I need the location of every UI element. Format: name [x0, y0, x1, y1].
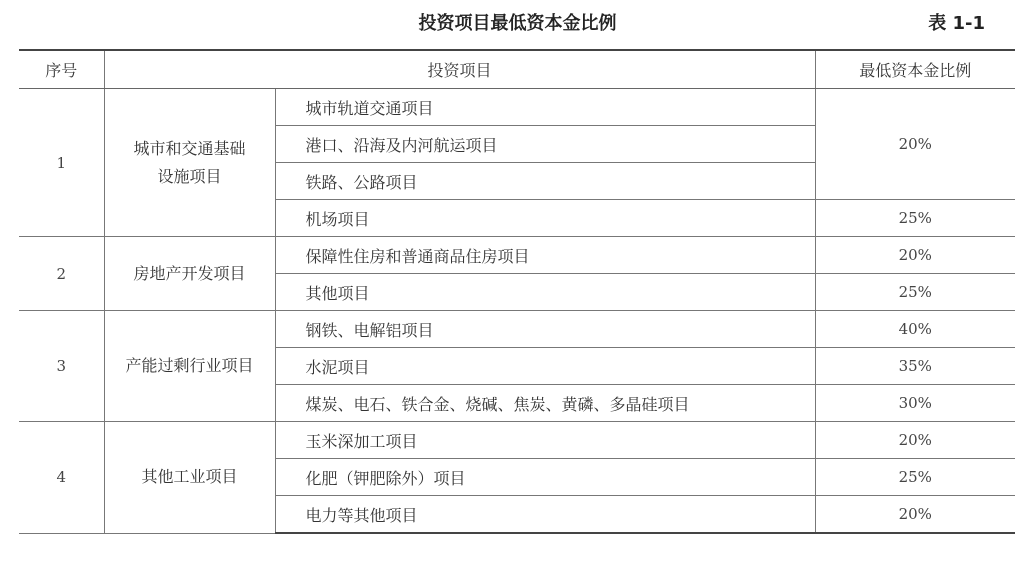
ratio-cell: 25% — [815, 459, 1015, 496]
ratio-cell: 20% — [815, 89, 1015, 200]
category-cell: 产能过剩行业项目 — [104, 311, 275, 422]
seq-cell: 3 — [19, 311, 104, 422]
category-line: 城市和交通基础 — [133, 138, 246, 158]
table-row — [19, 422, 1015, 459]
project-cell: 城市轨道交通项目 — [275, 89, 815, 126]
ratio-cell: 20% — [815, 422, 1015, 459]
project-cell: 其他项目 — [275, 274, 815, 311]
ratio-cell: 30% — [815, 385, 1015, 422]
project-cell: 煤炭、电石、铁合金、烧碱、焦炭、黄磷、多晶硅项目 — [275, 385, 815, 422]
project-cell: 铁路、公路项目 — [275, 163, 815, 200]
category-cell — [104, 89, 275, 237]
project-cell: 机场项目 — [275, 200, 815, 237]
seq-cell: 1 — [19, 89, 104, 237]
capital-ratio-table — [19, 49, 1015, 534]
category-cell: 房地产开发项目 — [104, 237, 275, 311]
table-row — [19, 311, 1015, 348]
ratio-cell: 20% — [815, 237, 1015, 274]
table-row — [19, 237, 1015, 274]
ratio-cell: 25% — [815, 200, 1015, 237]
ratio-cell: 35% — [815, 348, 1015, 385]
project-cell: 水泥项目 — [275, 348, 815, 385]
category-line: 设施项目 — [157, 166, 222, 186]
ratio-cell: 20% — [815, 496, 1015, 534]
header-row — [19, 50, 1015, 89]
table-number: 表 1-1 — [928, 13, 985, 34]
table-title: 投资项目最低资本金比例 — [418, 13, 617, 34]
seq-cell: 4 — [19, 422, 104, 534]
project-cell: 港口、沿海及内河航运项目 — [275, 126, 815, 163]
ratio-cell: 40% — [815, 311, 1015, 348]
seq-cell: 2 — [19, 237, 104, 311]
project-cell: 化肥（钾肥除外）项目 — [275, 459, 815, 496]
category-cell: 其他工业项目 — [104, 422, 275, 534]
project-cell: 玉米深加工项目 — [275, 422, 815, 459]
header-project: 投资项目 — [104, 50, 815, 89]
project-cell: 钢铁、电解铝项目 — [275, 311, 815, 348]
ratio-cell: 25% — [815, 274, 1015, 311]
header-seq: 序号 — [19, 50, 104, 89]
table-row — [19, 89, 1015, 126]
project-cell: 保障性住房和普通商品住房项目 — [275, 237, 815, 274]
title-row — [0, 10, 1035, 38]
project-cell: 电力等其他项目 — [275, 496, 815, 534]
header-ratio: 最低资本金比例 — [815, 50, 1015, 89]
